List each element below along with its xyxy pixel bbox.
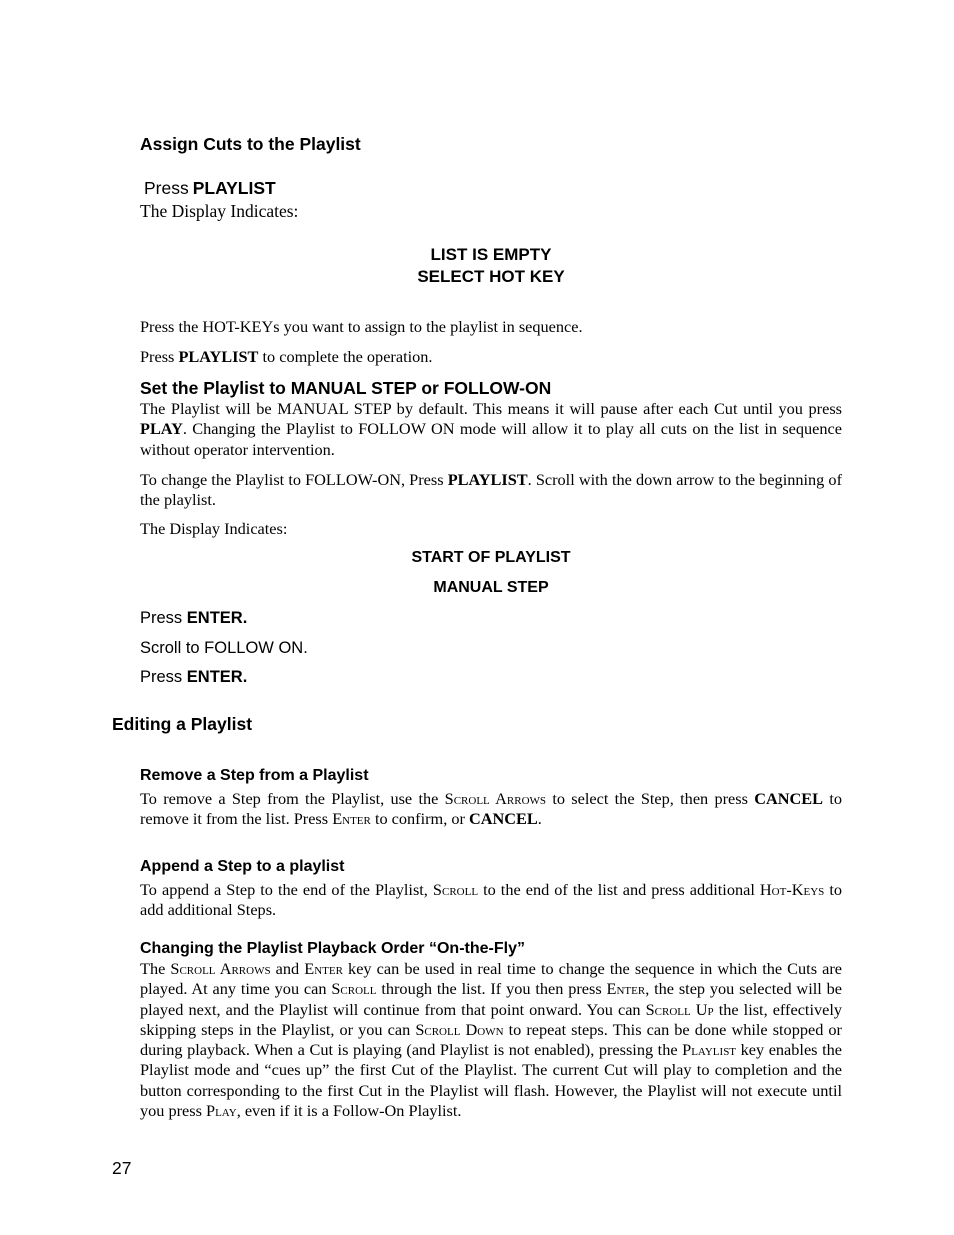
paragraph: [140, 399, 842, 460]
text: Scroll Down: [415, 1019, 504, 1039]
text: Scroll Arrows: [444, 789, 547, 808]
paragraph: Press the HOT-KEYs you want to assign to the playlist in sequence.: [140, 317, 583, 336]
text: Press: [140, 609, 183, 627]
text: to confirm, or: [374, 809, 465, 829]
key-enter: ENTER.: [186, 609, 248, 627]
text: , the step you selected will be played next, and the Playlist will continue from that point onward. You can: [140, 979, 842, 1019]
paragraph: [140, 959, 842, 1121]
text: Enter: [606, 979, 646, 999]
display-text-line: START OF PLAYLIST: [411, 549, 571, 566]
text: The: [140, 959, 166, 978]
text: . Scroll with the down arrow to the beginning of the playlist.: [140, 470, 842, 510]
text: To remove a Step from the Playlist, use the: [140, 789, 439, 808]
text: Playlist: [682, 1040, 737, 1060]
paragraph: [140, 470, 842, 511]
paragraph: [140, 347, 432, 367]
press-word: Press: [144, 178, 189, 198]
press-playlist-step: [144, 178, 276, 199]
text: Scroll: [432, 880, 479, 899]
subsection-heading-remove: Remove a Step from a Playlist: [140, 767, 369, 784]
text: . Changing the Playlist to FOLLOW ON mode will allow it to play all cuts on the list in sequence without operator intervention.: [140, 419, 842, 459]
display-indicates-label: The Display Indicates:: [140, 519, 288, 538]
section-heading-assign-cuts: Assign Cuts to the Playlist: [140, 134, 361, 154]
subsection-heading-on-the-fly: Changing the Playlist Playback Order “On-the-Fly”: [140, 940, 525, 957]
text: The Playlist will be MANUAL STEP by default. This means it will pause after each Cut until you press: [140, 399, 842, 418]
key-playlist: PLAYLIST: [447, 470, 528, 489]
display-text-line: SELECT HOT KEY: [417, 267, 565, 286]
text: Play: [206, 1101, 237, 1121]
text: Enter: [304, 959, 343, 978]
section-heading-manual-step: Set the Playlist to MANUAL STEP or FOLLOW-ON: [140, 378, 552, 398]
key-playlist: PLAYLIST: [192, 178, 276, 198]
text: Scroll Arrows: [170, 959, 271, 978]
text: To append a Step to the end of the Playlist,: [140, 880, 428, 899]
section-heading-editing: Editing a Playlist: [112, 714, 253, 734]
page-number: 27: [112, 1158, 132, 1178]
text: Press: [140, 668, 183, 686]
display-text-line: MANUAL STEP: [433, 579, 549, 596]
paragraph: [140, 880, 842, 921]
text: through the list. If you then press: [381, 979, 602, 999]
text: , even if it is a Follow-On Playlist.: [236, 1101, 462, 1121]
text: to the end of the list and press additional: [483, 880, 755, 899]
text: and: [275, 959, 300, 978]
text: .: [537, 809, 542, 829]
key-cancel: CANCEL: [469, 809, 538, 829]
subsection-heading-append: Append a Step to a playlist: [140, 858, 345, 875]
text: Press: [140, 347, 175, 366]
text: Enter: [332, 809, 371, 829]
text: key can be used in real time to change the sequence in which the Cuts are played. At any time you can: [140, 959, 842, 999]
text: To change the Playlist to FOLLOW-ON, Press: [140, 470, 444, 489]
text: to repeat steps. This can be done while stopped or during playback. When a Cut is playing (and Playlist is not enabled), pressing the: [140, 1019, 842, 1060]
text: key enables the Playlist mode and “cues up” the first Cut of the Playlist. The current Cut will play to completion and the button corresponding to the first Cut in the Playlist will flash. However, the Playlist will not execute until you press: [140, 1040, 842, 1121]
text: the list, effectively skipping steps in the Playlist, or you can: [140, 999, 843, 1039]
text: to complete the operation.: [262, 347, 433, 366]
text: to add additional Steps.: [140, 880, 843, 920]
key-cancel: CANCEL: [754, 789, 824, 808]
instruction-step: Scroll to FOLLOW ON.: [140, 639, 308, 657]
text: to select the Step, then press: [552, 789, 748, 808]
text: Scroll: [331, 979, 377, 999]
text: Hot-Keys: [759, 880, 825, 899]
instruction-step: [140, 609, 247, 628]
display-indicates-label: The Display Indicates:: [140, 201, 299, 221]
key-enter: ENTER.: [186, 668, 248, 686]
instruction-step: [140, 668, 247, 687]
text: to remove it from the list. Press: [140, 789, 842, 829]
key-playlist: PLAYLIST: [178, 347, 259, 366]
text: Scroll Up: [645, 999, 714, 1019]
display-text-line: LIST IS EMPTY: [430, 245, 552, 264]
key-play: PLAY: [140, 419, 183, 439]
paragraph: [140, 789, 842, 830]
